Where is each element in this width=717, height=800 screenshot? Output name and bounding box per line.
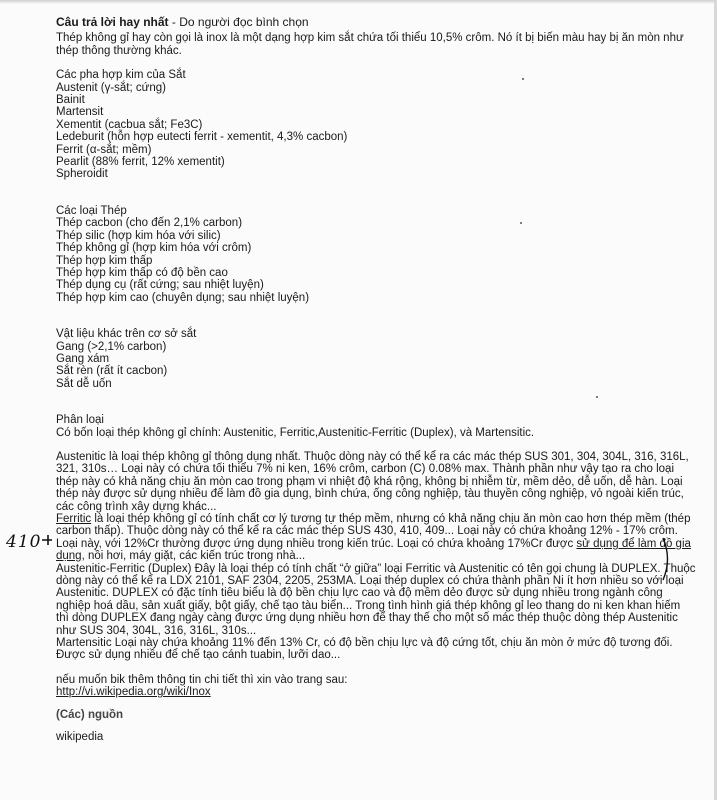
- answer-heading-rest: - Do người đọc bình chọn: [168, 15, 309, 29]
- classification-section: [56, 414, 696, 662]
- other-materials-title: Vật liệu khác trên cơ sở sắt: [56, 328, 197, 341]
- phases-section: [56, 69, 696, 181]
- answer-heading: [56, 16, 696, 28]
- list-item: Ferrit (α-sắt; mềm): [56, 143, 152, 156]
- scan-edge-top: [0, 0, 717, 4]
- handwritten-arrow-icon: [41, 533, 55, 547]
- list-item: Thép hợp kim thấp có độ bền cao: [56, 266, 228, 279]
- list-item: Thép không gỉ (hợp kim hóa với crôm): [56, 242, 252, 255]
- list-item: Sắt dễ uốn: [56, 377, 112, 390]
- list-item: Thép hợp kim cao (chuyên dụng; sau nhiệt luyện): [56, 291, 310, 304]
- duplex-paragraph: Austenitic-Ferritic (Duplex) Đây là loại thép có tính chất “ở giữa” loại Ferritic và Austenitic có tên gọi chung là DUPLEX. Thuộc dòng này có thể kể ra LDX 2101, SAF 2304, 2205, 253MA. Loại thép duplex có chứa thành phần Ni ít hơn nhiều so với loại Austenitic. DUPLEX có đặc tính tiêu biểu là độ bền chịu lực cao và độ mềm dẻo được sử dụng nhiều trong ngành công nghiệp hoá dầu, sản xuất giấy, bột giấy, chế tạo tàu biển... Trong tình hình giá thép không gỉ leo thang do ni ken khan hiếm thì dòng DUPLEX đang ngày càng được ứng dụng nhiều hơn để thay thế cho một số mác thép thuộc dòng thép Austenitic như SUS 304, 304L, 316, 316L, 310s...: [56, 562, 696, 637]
- ferritic-text-a: là loại thép không gỉ có tính chất cơ lý tương tự thép mềm, nhưng có khả năng chịu ăn mòn cao hơn thép mềm (thép carbon thấp). Thuộc dòng này có thể kể ra các mác thép SUS 430, 410, 409... Loại này có chứa khoảng 12% - 17% crôm. Loại này, với 12%Cr thường được ứng dụng nhiều trong kiến trúc. Loại có chứa khoảng 17%Cr được: [56, 513, 691, 550]
- list-item: Xementit (cacbua sắt; Fe3C): [56, 118, 203, 131]
- list-item: Pearlit (88% ferrit, 12% xementit): [56, 156, 225, 169]
- list-item: Ledeburit (hỗn hợp eutecti ferrit - xementit, 4,3% cacbon): [56, 131, 348, 144]
- answer-heading-bold: Câu trả lời hay nhất: [56, 15, 169, 29]
- document-body: [56, 16, 696, 744]
- phases-title: Các pha hợp kim của Sắt: [56, 69, 186, 82]
- sources-value: wikipedia: [56, 731, 104, 744]
- ferritic-paragraph: [56, 513, 696, 563]
- steel-types-section: [56, 205, 696, 304]
- austenitic-paragraph: Austenitic là loại thép không gỉ thông dụng nhất. Thuộc dòng này có thể kể ra các mác thép SUS 301, 304, 304L, 316, 316L, 321, 310s… Loại này có chứa tối thiểu 7% ni ken, 16% crôm, carbon (C) 0.08% max. Thành phần như vậy tạo ra cho loại thép này có khả năng chịu ăn mòn cao trong phạm vi nhiệt độ khá rộng, không bị nhiễm từ, mềm dẻo, dễ uốn, dễ hàn. Loại thép này được sử dụng nhiều để làm đồ gia dụng, bình chứa, ống công nghiệp, tàu thuyền công nghiệp, vỏ ngoài kiến trúc, các công trình xây dựng khác...: [56, 450, 689, 513]
- list-item: Thép silic (hợp kim hóa với silic): [56, 229, 221, 242]
- scan-speck: [596, 396, 598, 398]
- ferritic-text-b: , nồi hơi, máy giặt, các kiến trúc trong nhà...: [81, 550, 306, 563]
- scan-speck: [520, 222, 522, 224]
- ferritic-term: Ferritic: [56, 513, 92, 525]
- steel-types-title: Các loại Thép: [56, 204, 127, 217]
- sources-title: (Các) nguồn: [56, 708, 124, 721]
- list-item: Gang (>2,1% carbon): [56, 340, 167, 353]
- list-item: Spheroidit: [56, 168, 108, 181]
- list-item: Thép dụng cụ (rất cứng; sau nhiệt luyện): [56, 279, 264, 292]
- classification-title: Phân loại: [56, 414, 104, 427]
- more-info: [56, 674, 696, 699]
- ferritic-underlined: sử dụng để làm đồ gia dụng: [56, 537, 691, 563]
- more-info-text: nếu muốn bik thêm thông tin chi tiết thì xin vào trang sau:: [56, 673, 348, 686]
- list-item: Thép hợp kim thấp: [56, 254, 153, 267]
- list-item: Bainit: [56, 94, 85, 107]
- martensitic-paragraph: Martensitic Loại này chứa khoảng 11% đến 13% Cr, có độ bền chịu lực và độ cứng tốt, chịu ăn mòn ở mức độ tương đối. Được sử dụng nhiều để chế tạo cánh tuabin, lưỡi dao...: [56, 637, 673, 662]
- list-item: Gang xám: [56, 352, 110, 365]
- classification-summary: Có bốn loại thép không gỉ chính: Austenitic, Ferritic,Austenitic-Ferritic (Duplex), và Martensitic.: [56, 426, 535, 439]
- list-item: Austenit (γ-sắt; cứng): [56, 81, 166, 94]
- handwritten-margin-note: [6, 532, 55, 552]
- other-materials-section: [56, 328, 696, 390]
- scan-speck: [522, 78, 524, 80]
- intro-paragraph: Thép không gỉ hay còn gọi là inox là một dạng hợp kim sắt chứa tối thiểu 10,5% crôm. Nó ít bị biến màu hay bị ăn mòn như thép thông thường khác.: [56, 32, 684, 57]
- margin-note-text: 410: [6, 532, 42, 552]
- list-item: Thép cacbon (cho đến 2,1% carbon): [56, 217, 243, 230]
- list-item: Sắt rèn (rất ít cacbon): [56, 365, 168, 378]
- wikipedia-link[interactable]: http://vi.wikipedia.org/wiki/Inox: [56, 686, 211, 699]
- handwritten-bracket-icon: [660, 536, 674, 582]
- list-item: Martensit: [56, 106, 104, 119]
